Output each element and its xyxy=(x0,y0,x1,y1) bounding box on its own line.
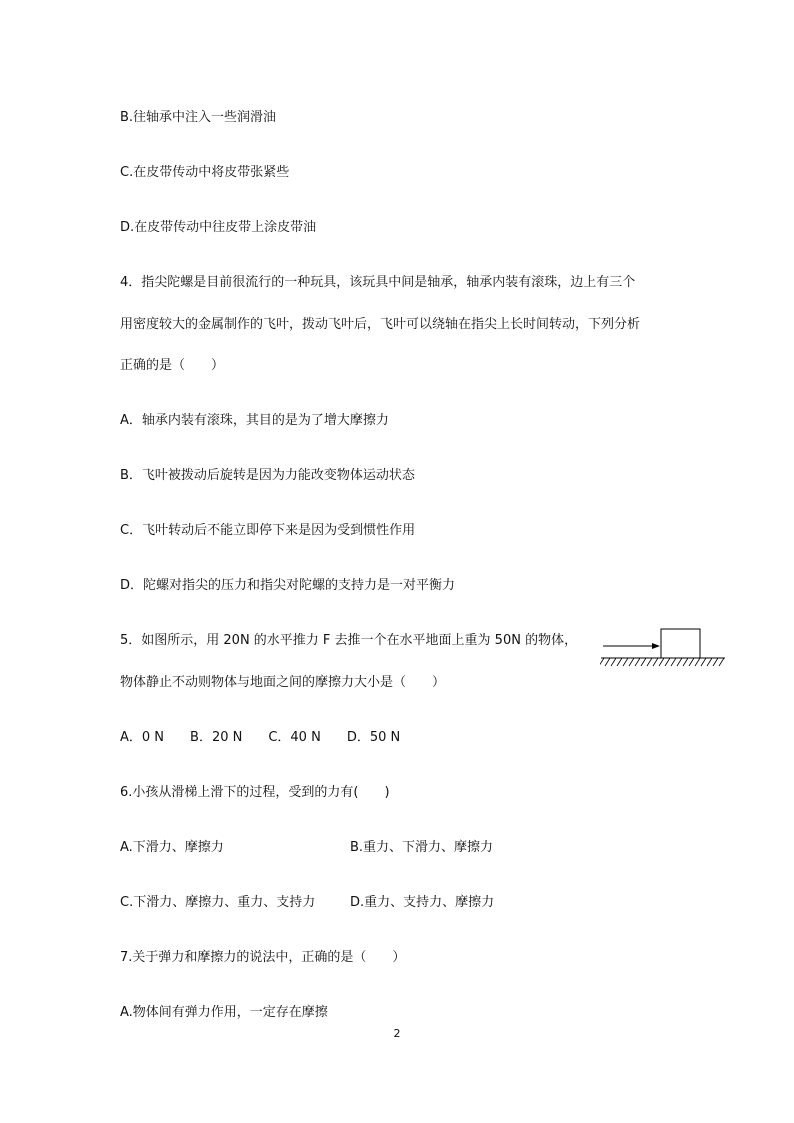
hatch-mark xyxy=(719,658,724,666)
block-push-figure xyxy=(600,624,728,672)
q6-option-b: B.重力、下滑力、摩擦力 xyxy=(350,840,494,855)
q4-stem-line-2: 用密度较大的金属制作的飞叶，拨动飞叶后，飞叶可以绕轴在指尖上长时间转动，下列分析 xyxy=(120,317,641,332)
q5-stem-line-1: 5．如图所示，用 20N 的水平推力 F 去推一个在水平地面上重为 50N 的物体， xyxy=(120,633,578,648)
hatch-mark xyxy=(689,658,694,666)
q6-stem: 6.小孩从滑梯上滑下的过程，受到的力有( ) xyxy=(120,785,390,800)
hatch-mark xyxy=(617,658,622,666)
hatch-mark xyxy=(701,658,706,666)
q4-stem-line-1: 4．指尖陀螺是目前很流行的一种玩具，该玩具中间是轴承，轴承内装有滚珠，边上有三个 xyxy=(120,275,636,290)
q4-stem-line-3: 正确的是（ ） xyxy=(120,358,225,373)
hatch-mark xyxy=(611,658,616,666)
hatch-mark xyxy=(683,658,688,666)
hatch-mark xyxy=(635,658,640,666)
block xyxy=(661,629,700,658)
q6-option-d: D.重力、支持力、摩擦力 xyxy=(350,895,495,910)
q4-option-b: B．飞叶被拨动后旋转是因为力能改变物体运动状态 xyxy=(120,468,415,483)
q3-option-c: C.在皮带传动中将皮带张紧些 xyxy=(120,165,290,180)
q4-option-c: C．飞叶转动后不能立即停下来是因为受到惯性作用 xyxy=(120,523,416,538)
q5-stem-line-2: 物体静止不动则物体与地面之间的摩擦力大小是（ ） xyxy=(120,675,446,690)
hatch-mark xyxy=(659,658,664,666)
q3-option-d: D.在皮带传动中往皮带上涂皮带油 xyxy=(120,220,317,235)
push-arrow-head xyxy=(652,643,660,649)
ground-hatching xyxy=(600,658,724,666)
q7-option-a: A.物体间有弹力作用，一定存在摩擦 xyxy=(120,1005,328,1020)
q5-options: A．0 N B．20 N C．40 N D．50 N xyxy=(120,730,401,745)
hatch-mark xyxy=(695,658,700,666)
hatch-mark xyxy=(600,658,604,666)
hatch-mark xyxy=(713,658,718,666)
q6-option-c: C.下滑力、摩擦力、重力、支持力 xyxy=(120,895,316,910)
page-number: 2 xyxy=(393,1027,401,1040)
hatch-mark xyxy=(641,658,646,666)
hatch-mark xyxy=(623,658,628,666)
hatch-mark xyxy=(647,658,652,666)
q6-option-a: A.下滑力、摩擦力 xyxy=(120,840,224,855)
hatch-mark xyxy=(677,658,682,666)
hatch-mark xyxy=(671,658,676,666)
q3-option-b: B.往轴承中注入一些润滑油 xyxy=(120,110,277,125)
q4-option-a: A．轴承内装有滚珠，其目的是为了增大摩擦力 xyxy=(120,413,389,428)
hatch-mark xyxy=(707,658,712,666)
q7-stem: 7.关于弹力和摩擦力的说法中，正确的是（ ） xyxy=(120,950,406,965)
hatch-mark xyxy=(665,658,670,666)
hatch-mark xyxy=(629,658,634,666)
q4-option-d: D．陀螺对指尖的压力和指尖对陀螺的支持力是一对平衡力 xyxy=(120,578,456,593)
hatch-mark xyxy=(653,658,658,666)
hatch-mark xyxy=(605,658,610,666)
